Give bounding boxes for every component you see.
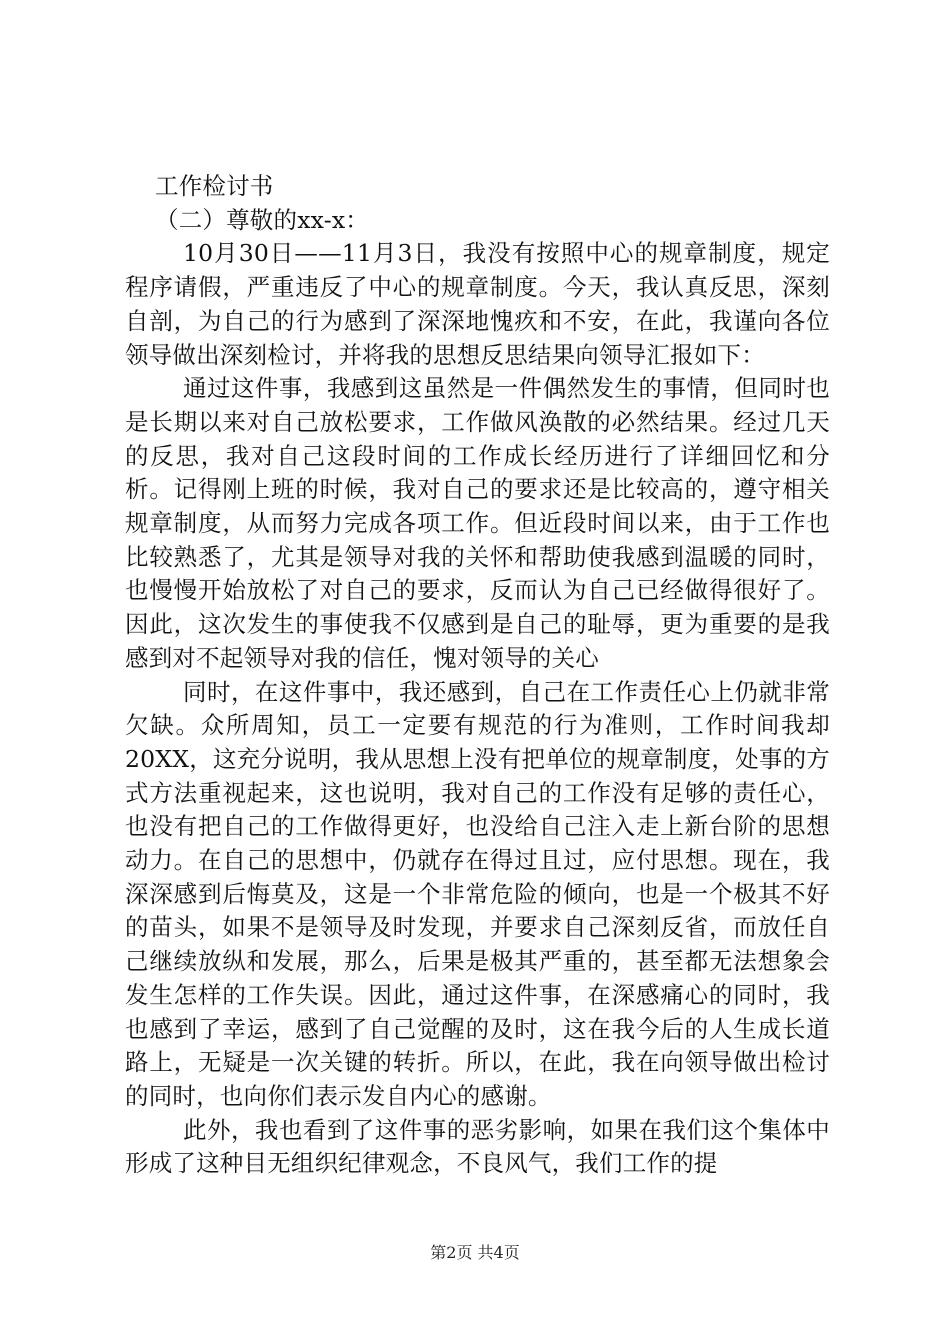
salutation: （二）尊敬的xx-x：: [155, 205, 369, 234]
document-title: 工作检讨书: [155, 172, 274, 200]
page-footer: 第2页 共4页: [430, 1243, 520, 1262]
paragraph: 同时，在这件事中，我还感到，自己在工作责任心上仍就非常欠缺。众所周知，员工一定要有规范的行为准则，工作时间我却20XX，这充分说明，我从思想上没有把单位的规章制度，处事的方式方法重视起来，这也说明，我对自己的工作没有足够的责任心，也没有把自己的工作做得更好，也没给自己注入走上新台阶的思想动力。在自己的思想中，仍就存在得过且过，应付思想。现在，我深深感到后悔莫及，这是一个非常危险的倾向，也是一个极其不好的苗头，如果不是领导及时发现，并要求自己深刻反省，而放任自己继续放纵和发展，那么，后果是极其严重的，甚至都无法想象会发生怎样的工作失误。因此，通过这件事，在深感痛心的同时，我也感到了幸运，感到了自己觉醒的及时，这在我今后的人生成长道路上，无疑是一次关键的转折。所以，在此，我在向领导做出检讨的同时，也向你们表示发自内心的感谢。: [125, 677, 830, 1110]
document-body: [125, 170, 830, 1181]
paragraph: 此外，我也看到了这件事的恶劣影响，如果在我们这个集体中形成了这种目无组织纪律观念，不良风气，我们工作的提: [125, 1115, 830, 1178]
paragraph: 10月30日——11月3日，我没有按照中心的规章制度，规定程序请假，严重违反了中心的规章制度。今天，我认真反思，深刻自剖，为自己的行为感到了深深地愧疚和不安，在此，我谨向各位领导做出深刻检讨，并将我的思想反思结果向领导汇报如下：: [125, 239, 830, 369]
paragraph: 通过这件事，我感到这虽然是一件偶然发生的事情，但同时也是长期以来对自己放松要求，工作做风涣散的必然结果。经过几天的反思，我对自己这段时间的工作成长经历进行了详细回忆和分析。记得刚上班的时候，我对自己的要求还是比较高的，遵守相关规章制度，从而努力完成各项工作。但近段时间以来，由于工作也比较熟悉了，尤其是领导对我的关怀和帮助使我感到温暖的同时，也慢慢开始放松了对自己的要求，反而认为自己已经做得很好了。因此，这次发生的事使我不仅感到是自己的耻辱，更为重要的是我感到对不起领导对我的信任，愧对领导的关心: [125, 374, 830, 672]
